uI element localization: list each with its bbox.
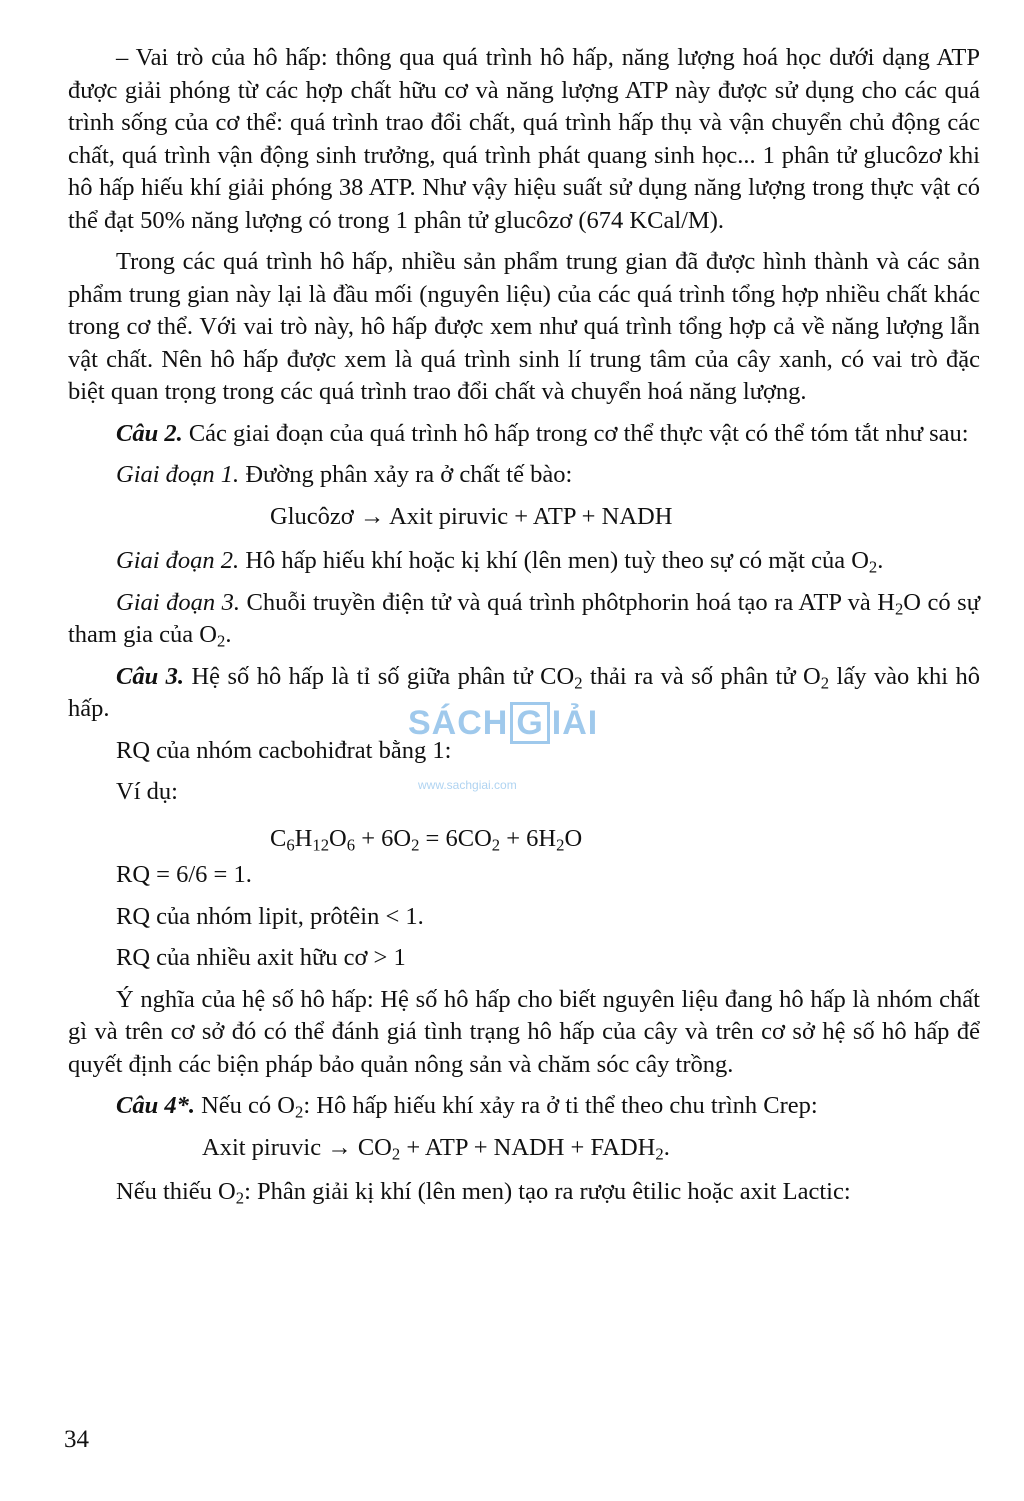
sachgiai-watermark: SÁCH G IẢI xyxy=(408,704,599,742)
paragraph-rq-meaning: Ý nghĩa của hệ số hô hấp: Hệ số hô hấp cho biết nguyên liệu đang hô hấp là nhóm chất gì và trên cơ sở đó có thể đánh giá tình trạng hô hấp của cây và trên cơ sở hệ số hô hấp để quyết định các biện pháp bảo quản nông sản và chăm sóc cây trồng. xyxy=(68,985,980,1078)
page-number: 34 xyxy=(64,1426,89,1453)
question-2-text: Các giai đoạn của quá trình hô hấp trong cơ thể thực vật có thể tóm tắt như sau: xyxy=(182,419,969,447)
rq-organic-acid: RQ của nhiều axit hữu cơ > 1 xyxy=(116,944,406,971)
question-3-text: Hệ số hô hấp là tỉ số giữa phân tử CO xyxy=(184,662,575,690)
question-4: Câu 4*. Nếu có $O_2$: Hô hấp hiếu khí xảy ra ở ti thể theo chu trình Crep: xyxy=(116,1092,818,1122)
question-4-label: Câu 4*. xyxy=(116,1092,195,1119)
glycolysis-equation: Glucôzơ → Axit piruvic + ATP + NADH xyxy=(270,502,673,530)
rq-carbohydrate: RQ của nhóm cacbohiđrat bằng 1: xyxy=(116,736,452,764)
stage-1-label: Giai đoạn 1. xyxy=(116,461,240,488)
stage-1 xyxy=(68,459,980,492)
watermark-url: www.sachgiai.com xyxy=(418,778,517,792)
question-2 xyxy=(68,418,980,451)
question-3: Câu 3. Hệ số hô hấp là tỉ số giữa phân tử $CO_2$ thải ra và số phân tử $O_2$ lấy vào khi hô hấp. xyxy=(68,662,980,722)
question-2-label: Câu 2. xyxy=(116,419,183,447)
stage-3-label: Giai đoạn 3. xyxy=(116,588,240,616)
paragraph-intermediate-products: Trong các quá trình hô hấp, nhiều sản phẩm trung gian đã được hình thành và các sản phẩm trung gian này lại là đầu mối (nguyên liệu) của các quá trình tổng hợp nhiều chất khác trong cơ thể. Với vai trò này, hô hấp được xem như quá trình tổng hợp cả về năng lượng lẫn vật chất. Nên hô hấp được xem là quá trình sinh lí trung tâm của cây xanh, có vai trò đặc biệt quan trọng trong các quá trình trao đổi chất và chuyển hoá năng lượng. xyxy=(68,248,980,405)
paragraph-respiration-role: – Vai trò của hô hấp: thông qua quá trình hô hấp, năng lượng hoá học dưới dạng ATP được giải phóng từ các hợp chất hữu cơ và năng lượng ATP này được sử dụng cho các quá trình sống của cơ thể: quá trình trao đổi chất, quá trình hấp thụ và vận chuyển chủ động các chất, quá trình vận động sinh trưởng, quá trình phát quang sinh học... 1 phân tử glucôzơ khi hô hấp hiếu khí giải phóng 38 ATP. Như vậy hiệu suất sử dụng năng lượng trong thực vật có thể đạt 50% năng lượng có trong 1 phân tử glucôzơ (674 KCal/M). xyxy=(68,44,980,234)
stage-1-text: Đường phân xảy ra ở chất tế bào: xyxy=(239,461,573,488)
example-label: Ví dụ: xyxy=(116,778,178,805)
anaerobic-line: Nếu thiếu $O_2$: Phân giải kị khí (lên men) tạo ra rượu êtilic hoặc axit Lactic: xyxy=(116,1178,851,1208)
question-3-label: Câu 3. xyxy=(116,662,185,690)
stage-2-text: Hô hấp hiếu khí hoặc kị khí (lên men) tuỳ theo sự có mặt của O xyxy=(239,547,869,574)
stage-2: Giai đoạn 2. Hô hấp hiếu khí hoặc kị khí (lên men) tuỳ theo sự có mặt của $O_2$. xyxy=(116,547,884,577)
stage-2-label: Giai đoạn 2. xyxy=(116,547,240,574)
watermark-g-box: G xyxy=(510,702,549,744)
rq-lipid: RQ của nhóm lipit, prôtêin < 1. xyxy=(116,902,424,930)
page-content xyxy=(68,42,980,1218)
stage-3: Giai đoạn 3. Chuỗi truyền điện tử và quá trình phôtphorin hoá tạo ra ATP và $H_2O$ có sự tham gia của $O_2$. xyxy=(68,588,980,651)
krebs-cycle-equation: Axit piruvic → $CO_2$ + ATP + NADH + $FADH_2$. xyxy=(202,1133,670,1164)
glucose-oxidation-equation: $C_6H_{12}O_6 + 6O_2 = 6CO_2 + 6H_2O$ xyxy=(270,824,583,855)
rq-calculation: RQ = 6/6 = 1. xyxy=(116,861,252,888)
stage-3-text: Chuỗi truyền điện tử và quá trình phôtphorin hoá tạo ra ATP và H xyxy=(240,588,895,616)
